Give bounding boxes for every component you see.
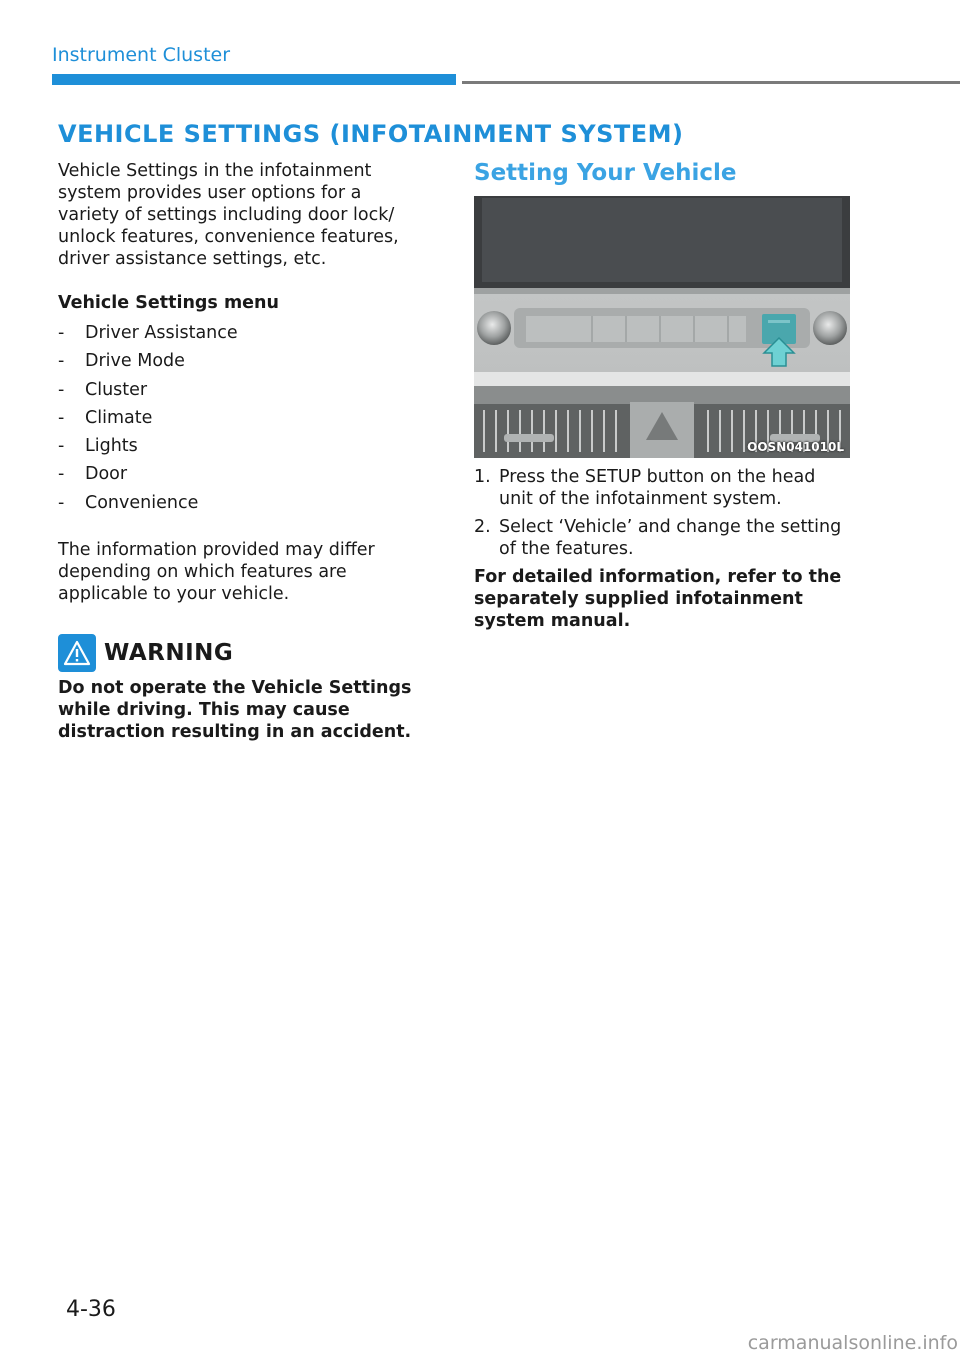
list-dash: -	[58, 464, 65, 485]
list-item	[58, 489, 418, 517]
header-rule-accent	[52, 74, 456, 85]
step-text: Select ‘Vehicle’ and change the setting of the features.	[499, 517, 842, 559]
menu-title: Vehicle Settings menu	[58, 293, 279, 313]
left-column	[58, 160, 418, 605]
warning-triangle-icon	[58, 634, 96, 672]
list-item	[58, 404, 418, 432]
head-unit-photo	[474, 196, 850, 458]
list-dash: -	[58, 323, 65, 343]
intro-paragraph: Vehicle Settings in the infotainment system provides user options for a variety of settings including door lock/ unlock features, convenience features, driver assistance settings, etc.	[58, 161, 399, 269]
menu-item-label: Door	[85, 464, 128, 485]
menu-item-label: Climate	[85, 407, 153, 428]
applicability-note: The information provided may differ depending on which features are applicable to your vehicle.	[58, 540, 375, 605]
step-number: 2.	[474, 517, 491, 537]
steps	[474, 466, 854, 632]
menu-item-label: Drive Mode	[85, 351, 185, 372]
image-code: OOSN041010L	[747, 440, 844, 454]
page-title: VEHICLE SETTINGS (INFOTAINMENT SYSTEM)	[58, 120, 684, 148]
page-number: 4-36	[66, 1297, 116, 1322]
menu-item-label: Driver Assistance	[85, 323, 238, 343]
header-rule	[462, 81, 960, 84]
list-item	[58, 319, 418, 347]
list-dash: -	[58, 379, 65, 400]
list-item	[58, 460, 418, 488]
warning-label: WARNING	[104, 640, 234, 666]
list-item	[58, 376, 418, 404]
list-item	[58, 347, 418, 375]
section-subtitle: Setting Your Vehicle	[474, 160, 737, 186]
step-item	[474, 466, 854, 510]
menu-item-label: Cluster	[85, 379, 148, 400]
menu-item-label: Convenience	[85, 492, 199, 513]
warning-header	[58, 632, 418, 674]
step-item	[474, 516, 854, 560]
list-dash: -	[58, 351, 65, 372]
head-unit-illustration	[474, 196, 850, 458]
step-number: 1.	[474, 467, 491, 487]
menu-list	[58, 319, 418, 517]
list-dash: -	[58, 407, 65, 428]
menu-item-label: Lights	[85, 436, 138, 457]
watermark: carmanualsonline.info	[747, 1332, 958, 1354]
warning-box	[58, 632, 418, 743]
list-dash: -	[58, 436, 65, 457]
section-label: Instrument Cluster	[52, 44, 231, 66]
list-dash: -	[58, 492, 65, 513]
warning-text: Do not operate the Vehicle Settings while driving. This may cause distraction resulting in an accident.	[58, 678, 412, 742]
list-item	[58, 432, 418, 460]
manual-reference-note: For detailed information, refer to the separately supplied infotainment system manual.	[474, 567, 842, 631]
step-text: Press the SETUP button on the head unit of the infotainment system.	[499, 467, 816, 509]
